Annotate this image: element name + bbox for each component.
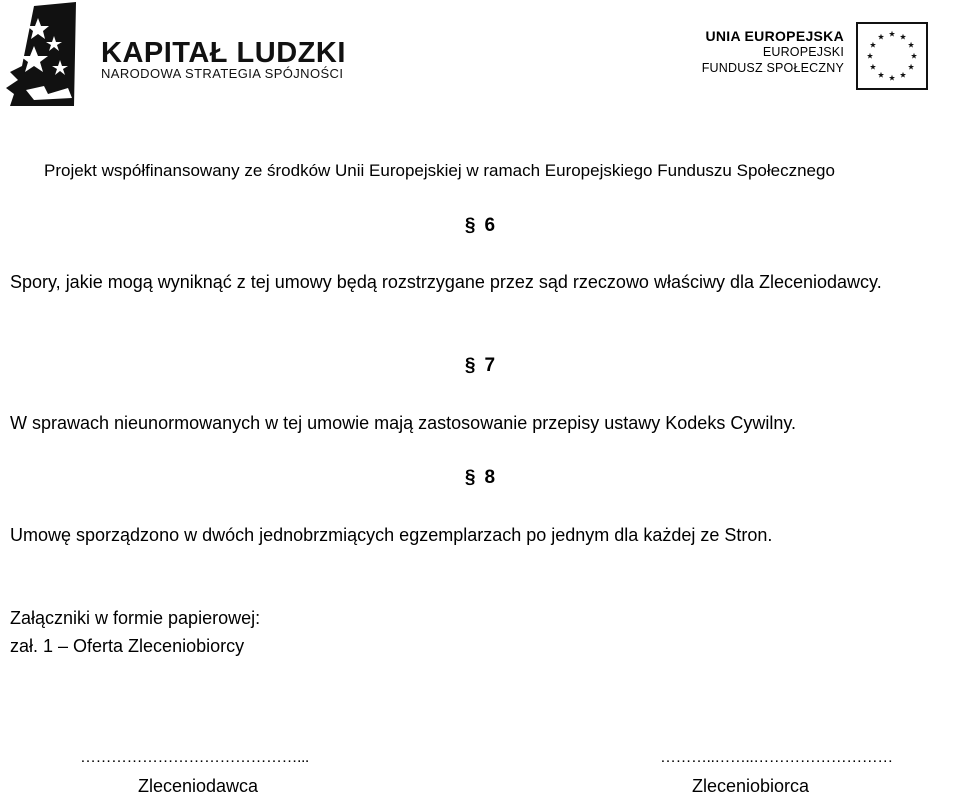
section-text-7: W sprawach nieunormowanych w tej umowie mają zastosowanie przepisy ustawy Kodeks Cywilny. <box>10 413 796 433</box>
signature-line-right: ………..……..……………………… <box>660 749 893 766</box>
section-number: 6 <box>484 215 496 236</box>
section-heading-6 <box>0 214 960 238</box>
attachment-item: zał. 1 – Oferta Zleceniobiorcy <box>10 636 245 656</box>
section-number: 7 <box>484 355 496 376</box>
eu-line-2: EUROPEJSKI <box>762 45 844 59</box>
section-heading-8 <box>0 466 960 490</box>
logo-subtitle: NARODOWA STRATEGIA SPÓJNOŚCI <box>101 66 344 81</box>
signature-line-left: ……………………………………... <box>80 749 309 766</box>
attachments-title: Załączniki w formie papierowej: <box>10 608 261 628</box>
section-text-6: Spory, jakie mogą wyniknąć z tej umowy będą rozstrzygane przez sąd rzeczowo właściwy dla Zleceniodawcy. <box>10 272 882 292</box>
eu-logo-text <box>702 28 844 76</box>
eu-line-1: UNIA EUROPEJSKA <box>705 28 844 44</box>
section-text-8: Umowę sporządzono w dwóch jednobrzmiących egzemplarzach po jednym dla każdej ze Stron. <box>10 525 773 545</box>
eu-line-3: FUNDUSZ SPOŁECZNY <box>701 61 844 75</box>
kapital-ludzki-logo <box>4 2 80 108</box>
signature-label-left: Zleceniodawca <box>138 776 259 796</box>
section-symbol: § <box>464 355 476 376</box>
section-number: 8 <box>484 467 496 488</box>
section-symbol: § <box>464 467 476 488</box>
signature-label-right: Zleceniobiorca <box>692 776 810 796</box>
eu-flag-icon <box>856 22 928 90</box>
section-heading-7 <box>0 354 960 378</box>
cofinancing-banner: Projekt współfinansowany ze środków Unii Europejskiej w ramach Europejskiego Funduszu Społecznego <box>44 161 835 180</box>
logo-title: KAPITAŁ LUDZKI <box>101 37 346 69</box>
section-symbol: § <box>464 215 476 236</box>
